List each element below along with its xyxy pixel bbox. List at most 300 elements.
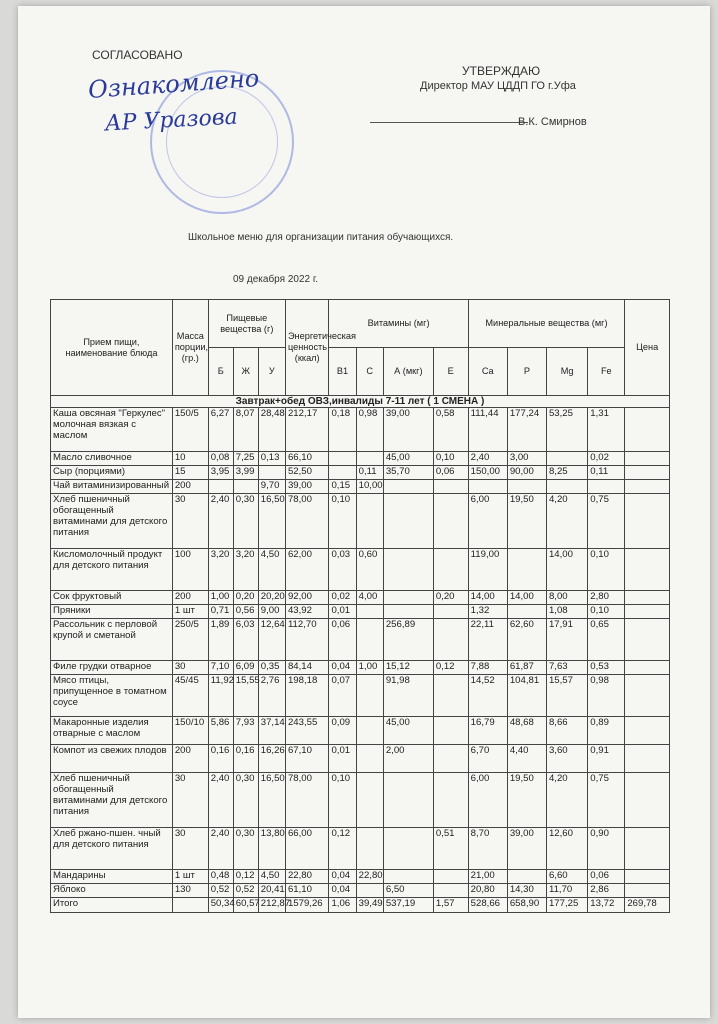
cell-name: Чай витаминизированный: [51, 480, 173, 494]
cell-p: 61,87: [507, 661, 546, 675]
cell-b1: 0,15: [329, 480, 356, 494]
cell-b1: 0,01: [329, 605, 356, 619]
agreed-label: СОГЛАСОВАНО: [92, 48, 183, 62]
cell-u: [258, 466, 285, 480]
cell-mg: 7,63: [546, 661, 587, 675]
cell-c: 0,11: [356, 466, 383, 480]
header-minerals: Минеральные вещества (мг): [468, 300, 625, 348]
cell-kcal: 212,17: [285, 408, 329, 452]
table-row: [51, 452, 670, 466]
cell-price: [625, 591, 670, 605]
cell-zh: [233, 480, 258, 494]
cell-zh: 0,12: [233, 870, 258, 884]
total-b: 50,34: [208, 898, 233, 913]
cell-mass: 30: [172, 773, 208, 828]
cell-u: 2,76: [258, 675, 285, 717]
cell-c: 0,98: [356, 408, 383, 452]
cell-price: [625, 494, 670, 549]
cell-p: 90,00: [507, 466, 546, 480]
cell-b: 6,27: [208, 408, 233, 452]
cell-e: 0,20: [433, 591, 468, 605]
cell-c: [356, 452, 383, 466]
header-ca: Ca: [468, 348, 507, 396]
cell-c: [356, 745, 383, 773]
cell-ca: 8,70: [468, 828, 507, 870]
total-mass: [172, 898, 208, 913]
cell-c: [356, 717, 383, 745]
cell-zh: 0,30: [233, 494, 258, 549]
cell-price: [625, 661, 670, 675]
cell-u: 37,14: [258, 717, 285, 745]
cell-price: [625, 745, 670, 773]
cell-p: 19,50: [507, 494, 546, 549]
cell-a: [383, 870, 433, 884]
cell-zh: 0,56: [233, 605, 258, 619]
table-row: [51, 591, 670, 605]
header-energy: Энергетическая ценность (ккал): [285, 300, 329, 396]
approve-label: УТВЕРЖДАЮ: [462, 64, 541, 78]
cell-mg: 6,60: [546, 870, 587, 884]
cell-a: [383, 773, 433, 828]
cell-p: 48,68: [507, 717, 546, 745]
cell-kcal: 66,10: [285, 452, 329, 466]
cell-name: Макаронные изделия отварные с маслом: [51, 717, 173, 745]
cell-e: [433, 494, 468, 549]
cell-kcal: 52,50: [285, 466, 329, 480]
cell-ca: 111,44: [468, 408, 507, 452]
table-row: [51, 661, 670, 675]
total-u: 212,87: [258, 898, 285, 913]
cell-a: [383, 480, 433, 494]
cell-price: [625, 717, 670, 745]
cell-e: [433, 717, 468, 745]
total-b1: 1,06: [329, 898, 356, 913]
cell-mass: 200: [172, 745, 208, 773]
cell-e: [433, 870, 468, 884]
total-zh: 60,57: [233, 898, 258, 913]
total-kcal: 1579,26: [285, 898, 329, 913]
cell-mg: 17,91: [546, 619, 587, 661]
header-fe: Fe: [588, 348, 625, 396]
cell-u: 20,41: [258, 884, 285, 898]
cell-b1: [329, 452, 356, 466]
total-name: Итого: [51, 898, 173, 913]
cell-ca: 1,32: [468, 605, 507, 619]
cell-ca: 6,70: [468, 745, 507, 773]
cell-b: 7,10: [208, 661, 233, 675]
cell-b1: 0,04: [329, 884, 356, 898]
cell-c: [356, 675, 383, 717]
cell-p: 62,60: [507, 619, 546, 661]
cell-e: [433, 675, 468, 717]
header-p: P: [507, 348, 546, 396]
cell-name: Яблоко: [51, 884, 173, 898]
total-p: 658,90: [507, 898, 546, 913]
table-row: [51, 605, 670, 619]
cell-kcal: 61,10: [285, 884, 329, 898]
cell-b1: 0,12: [329, 828, 356, 870]
cell-price: [625, 773, 670, 828]
table-row: [51, 884, 670, 898]
cell-mg: 1,08: [546, 605, 587, 619]
table-row: [51, 828, 670, 870]
header-price: Цена: [625, 300, 670, 396]
cell-b: 2,40: [208, 773, 233, 828]
cell-ca: 14,52: [468, 675, 507, 717]
cell-p: [507, 549, 546, 591]
header-mass: Масса порции, (гр.): [172, 300, 208, 396]
cell-fe: 0,75: [588, 494, 625, 549]
cell-zh: 3,99: [233, 466, 258, 480]
cell-zh: 7,25: [233, 452, 258, 466]
cell-b1: 0,10: [329, 494, 356, 549]
cell-mass: 250/5: [172, 619, 208, 661]
header-meal: Прием пищи, наименование блюда: [51, 300, 173, 396]
cell-p: [507, 870, 546, 884]
cell-e: [433, 480, 468, 494]
cell-fe: 0,11: [588, 466, 625, 480]
cell-kcal: 67,10: [285, 745, 329, 773]
cell-b: 0,08: [208, 452, 233, 466]
cell-ca: 14,00: [468, 591, 507, 605]
cell-p: [507, 480, 546, 494]
cell-zh: 0,52: [233, 884, 258, 898]
cell-mg: [546, 452, 587, 466]
header-mg: Mg: [546, 348, 587, 396]
cell-mass: 200: [172, 591, 208, 605]
total-row: [51, 898, 670, 913]
cell-fe: 0,91: [588, 745, 625, 773]
cell-mass: 150/5: [172, 408, 208, 452]
cell-p: 14,00: [507, 591, 546, 605]
cell-fe: 1,31: [588, 408, 625, 452]
cell-name: Мандарины: [51, 870, 173, 884]
cell-b: 3,95: [208, 466, 233, 480]
cell-mass: 30: [172, 661, 208, 675]
cell-u: 9,00: [258, 605, 285, 619]
menu-table: [50, 299, 670, 913]
cell-ca: 21,00: [468, 870, 507, 884]
cell-b1: 0,01: [329, 745, 356, 773]
cell-price: [625, 828, 670, 870]
cell-c: 22,80: [356, 870, 383, 884]
cell-price: [625, 549, 670, 591]
cell-mg: 8,00: [546, 591, 587, 605]
cell-p: 14,30: [507, 884, 546, 898]
header-c: C: [356, 348, 383, 396]
cell-ca: 6,00: [468, 773, 507, 828]
cell-zh: 0,16: [233, 745, 258, 773]
total-a: 537,19: [383, 898, 433, 913]
cell-b1: 0,02: [329, 591, 356, 605]
signature-name: АР Уразова: [104, 104, 239, 137]
cell-u: 16,26: [258, 745, 285, 773]
header-zh: Ж: [233, 348, 258, 396]
cell-e: [433, 745, 468, 773]
cell-b1: 0,07: [329, 675, 356, 717]
cell-kcal: 39,00: [285, 480, 329, 494]
cell-zh: 6,09: [233, 661, 258, 675]
cell-b: 1,00: [208, 591, 233, 605]
cell-u: 0,13: [258, 452, 285, 466]
cell-kcal: 198,18: [285, 675, 329, 717]
cell-e: 0,10: [433, 452, 468, 466]
table-row: [51, 870, 670, 884]
cell-e: 0,51: [433, 828, 468, 870]
cell-kcal: 62,00: [285, 549, 329, 591]
cell-b: 3,20: [208, 549, 233, 591]
cell-ca: 16,79: [468, 717, 507, 745]
cell-ca: [468, 480, 507, 494]
cell-u: 28,48: [258, 408, 285, 452]
cell-fe: 0,10: [588, 549, 625, 591]
table-row: [51, 408, 670, 452]
table-row: [51, 773, 670, 828]
cell-fe: 0,53: [588, 661, 625, 675]
cell-ca: 7,88: [468, 661, 507, 675]
cell-p: 104,81: [507, 675, 546, 717]
cell-a: 6,50: [383, 884, 433, 898]
cell-p: 177,24: [507, 408, 546, 452]
table-row: [51, 619, 670, 661]
cell-price: [625, 619, 670, 661]
cell-ca: 119,00: [468, 549, 507, 591]
cell-a: [383, 605, 433, 619]
cell-c: 10,00: [356, 480, 383, 494]
cell-b1: 0,09: [329, 717, 356, 745]
cell-u: 16,50: [258, 773, 285, 828]
cell-mass: 200: [172, 480, 208, 494]
cell-b: 11,92: [208, 675, 233, 717]
cell-price: [625, 884, 670, 898]
cell-kcal: 78,00: [285, 773, 329, 828]
cell-c: [356, 619, 383, 661]
cell-e: 0,58: [433, 408, 468, 452]
signature-familiarized: Ознакомлено: [87, 64, 261, 104]
cell-a: 256,89: [383, 619, 433, 661]
cell-fe: 0,98: [588, 675, 625, 717]
cell-e: 0,06: [433, 466, 468, 480]
cell-u: 12,64: [258, 619, 285, 661]
cell-name: Сыр (порциями): [51, 466, 173, 480]
cell-c: 4,00: [356, 591, 383, 605]
table-row: [51, 480, 670, 494]
cell-name: Хлеб ржано-пшен. чный для детского питания: [51, 828, 173, 870]
cell-kcal: 92,00: [285, 591, 329, 605]
cell-a: [383, 828, 433, 870]
cell-name: Кисломолочный продукт для детского питания: [51, 549, 173, 591]
cell-b: [208, 480, 233, 494]
cell-u: 4,50: [258, 549, 285, 591]
cell-price: [625, 870, 670, 884]
cell-fe: 0,10: [588, 605, 625, 619]
cell-zh: 6,03: [233, 619, 258, 661]
cell-mg: 15,57: [546, 675, 587, 717]
cell-kcal: 243,55: [285, 717, 329, 745]
cell-u: 13,80: [258, 828, 285, 870]
cell-b: 2,40: [208, 828, 233, 870]
cell-a: 45,00: [383, 717, 433, 745]
cell-kcal: 66,00: [285, 828, 329, 870]
cell-c: [356, 605, 383, 619]
table-row: [51, 466, 670, 480]
cell-price: [625, 466, 670, 480]
cell-mass: 15: [172, 466, 208, 480]
table-row: [51, 494, 670, 549]
cell-name: Мясо птицы, припущенное в томатном соусе: [51, 675, 173, 717]
cell-e: 0,12: [433, 661, 468, 675]
cell-kcal: 112,70: [285, 619, 329, 661]
cell-mg: 4,20: [546, 773, 587, 828]
table-row: [51, 549, 670, 591]
cell-b: 0,16: [208, 745, 233, 773]
cell-kcal: 22,80: [285, 870, 329, 884]
cell-c: 1,00: [356, 661, 383, 675]
table-row: [51, 675, 670, 717]
cell-name: Филе грудки отварное: [51, 661, 173, 675]
cell-name: Пряники: [51, 605, 173, 619]
cell-zh: 7,93: [233, 717, 258, 745]
document-title: Школьное меню для организации питания обучающихся.: [188, 232, 454, 243]
cell-fe: 0,02: [588, 452, 625, 466]
cell-price: [625, 605, 670, 619]
cell-fe: 2,86: [588, 884, 625, 898]
cell-a: 35,70: [383, 466, 433, 480]
table-row: [51, 717, 670, 745]
cell-mass: 45/45: [172, 675, 208, 717]
cell-fe: 0,65: [588, 619, 625, 661]
cell-a: [383, 494, 433, 549]
cell-b1: 0,03: [329, 549, 356, 591]
header-nutrients: Пищевые вещества (г): [208, 300, 285, 348]
total-mg: 177,25: [546, 898, 587, 913]
cell-ca: 6,00: [468, 494, 507, 549]
cell-a: 2,00: [383, 745, 433, 773]
cell-a: 45,00: [383, 452, 433, 466]
section-title: Завтрак+обед ОВЗ,инвалиды 7-11 лет ( 1 СМЕНА ): [51, 396, 670, 408]
cell-zh: 15,55: [233, 675, 258, 717]
cell-mass: 130: [172, 884, 208, 898]
cell-fe: [588, 480, 625, 494]
cell-mass: 1 шт: [172, 605, 208, 619]
total-price: 269,78: [625, 898, 670, 913]
cell-name: Каша овсяная "Геркулес" молочная вязкая с маслом: [51, 408, 173, 452]
cell-e: [433, 605, 468, 619]
cell-mg: 8,25: [546, 466, 587, 480]
cell-ca: 2,40: [468, 452, 507, 466]
cell-u: 0,35: [258, 661, 285, 675]
cell-kcal: 84,14: [285, 661, 329, 675]
cell-c: [356, 884, 383, 898]
total-ca: 528,66: [468, 898, 507, 913]
document-date: 09 декабря 2022 г.: [233, 274, 319, 285]
cell-ca: 20,80: [468, 884, 507, 898]
cell-a: [383, 591, 433, 605]
header-a: А (мкг): [383, 348, 433, 396]
cell-mg: 14,00: [546, 549, 587, 591]
cell-price: [625, 675, 670, 717]
cell-name: Хлеб пшеничный обогащенный витаминами для детского питания: [51, 494, 173, 549]
cell-b: 2,40: [208, 494, 233, 549]
cell-b: 0,48: [208, 870, 233, 884]
cell-u: 9,70: [258, 480, 285, 494]
cell-mg: 53,25: [546, 408, 587, 452]
cell-c: [356, 773, 383, 828]
cell-price: [625, 408, 670, 452]
cell-mg: 4,20: [546, 494, 587, 549]
director-title: Директор МАУ ЦДДП ГО г.Уфа: [420, 80, 576, 92]
cell-b1: 0,10: [329, 773, 356, 828]
cell-p: 4,40: [507, 745, 546, 773]
cell-price: [625, 480, 670, 494]
cell-zh: 0,30: [233, 773, 258, 828]
cell-kcal: 78,00: [285, 494, 329, 549]
cell-mass: 10: [172, 452, 208, 466]
cell-a: 39,00: [383, 408, 433, 452]
cell-name: Масло сливочное: [51, 452, 173, 466]
cell-e: [433, 884, 468, 898]
cell-mg: 3,60: [546, 745, 587, 773]
cell-u: 16,50: [258, 494, 285, 549]
cell-c: [356, 494, 383, 549]
total-fe: 13,72: [588, 898, 625, 913]
cell-p: 39,00: [507, 828, 546, 870]
cell-zh: 3,20: [233, 549, 258, 591]
cell-zh: 8,07: [233, 408, 258, 452]
cell-mass: 30: [172, 494, 208, 549]
cell-b: 1,89: [208, 619, 233, 661]
cell-fe: 0,06: [588, 870, 625, 884]
cell-p: 19,50: [507, 773, 546, 828]
cell-p: [507, 605, 546, 619]
cell-e: [433, 773, 468, 828]
cell-fe: 0,75: [588, 773, 625, 828]
cell-mg: 8,66: [546, 717, 587, 745]
header-u: У: [258, 348, 285, 396]
cell-a: 15,12: [383, 661, 433, 675]
cell-u: 20,20: [258, 591, 285, 605]
cell-mass: 150/10: [172, 717, 208, 745]
cell-u: 4,50: [258, 870, 285, 884]
cell-price: [625, 452, 670, 466]
cell-b: 0,52: [208, 884, 233, 898]
cell-mg: [546, 480, 587, 494]
cell-kcal: 43,92: [285, 605, 329, 619]
cell-b1: 0,18: [329, 408, 356, 452]
cell-fe: 2,80: [588, 591, 625, 605]
cell-mg: 12,60: [546, 828, 587, 870]
cell-p: 3,00: [507, 452, 546, 466]
header-e: E: [433, 348, 468, 396]
cell-ca: 22,11: [468, 619, 507, 661]
cell-b1: 0,04: [329, 870, 356, 884]
header-vitamins: Витамины (мг): [329, 300, 468, 348]
cell-e: [433, 619, 468, 661]
cell-mg: 11,70: [546, 884, 587, 898]
header-b1: B1: [329, 348, 356, 396]
cell-fe: 0,90: [588, 828, 625, 870]
cell-zh: 0,30: [233, 828, 258, 870]
cell-name: Сок фруктовый: [51, 591, 173, 605]
cell-ca: 150,00: [468, 466, 507, 480]
cell-a: 91,98: [383, 675, 433, 717]
cell-fe: 0,89: [588, 717, 625, 745]
cell-zh: 0,20: [233, 591, 258, 605]
table-row: [51, 745, 670, 773]
header-b: Б: [208, 348, 233, 396]
cell-mass: 1 шт: [172, 870, 208, 884]
cell-name: Хлеб пшеничный обогащенный витаминами для детского питания: [51, 773, 173, 828]
